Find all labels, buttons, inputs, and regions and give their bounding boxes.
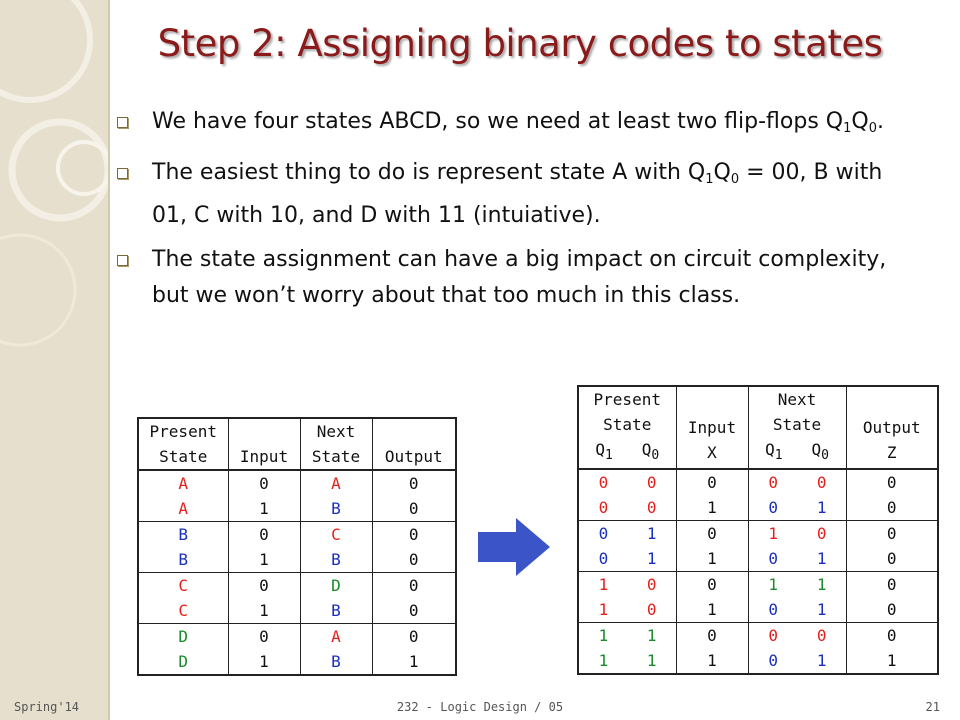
cell: 1 [578,623,628,649]
cell: 1 [748,572,798,598]
header-output-var: Z [886,443,897,462]
square-bullet-icon [117,168,128,179]
table-row [138,624,456,650]
q1-label: Q [595,440,605,459]
table-row [578,572,938,598]
cell: 1 [628,521,676,547]
footer-page-number: 21 [925,700,940,714]
header-input [676,386,748,469]
decorative-sidebar [0,0,108,720]
cell: 1 [798,648,846,674]
cell: 0 [228,573,300,599]
cell: 1 [372,649,456,675]
cell: B [300,598,372,624]
square-bullet-icon [117,255,128,266]
cell: 0 [846,597,938,623]
cell: 0 [748,623,798,649]
table-row [578,648,938,674]
cell: 0 [628,469,676,495]
bullet-text: The easiest thing to do is represent state A with Q [152,160,706,185]
cell: 0 [846,521,938,547]
cell: 0 [372,522,456,548]
cell: 0 [372,598,456,624]
cell: 1 [748,521,798,547]
bullet-item [112,155,912,234]
subscript: 0 [730,172,740,187]
cell: 1 [228,547,300,573]
cell: D [138,624,228,650]
bullet-text: = 00, B with 01, C with 10, and D with 11 (intuiative). [152,160,883,228]
bullet-item [112,242,912,314]
cell: 0 [228,470,300,496]
q0-label: Q [811,440,822,459]
table-row [138,522,456,548]
header-next-state [748,386,846,469]
cell: B [138,547,228,573]
cell: 0 [748,546,798,572]
header-input: Input [228,418,300,470]
header-q1 [595,440,613,463]
right-arrow-icon [478,518,550,576]
cell: 1 [798,546,846,572]
subscript: 1 [843,121,852,136]
cell: 0 [798,623,846,649]
header-present-state: Present State [138,418,228,470]
slide-title: Step 2: Assigning binary codes to states [157,22,883,65]
subscript: 0 [651,448,660,463]
cell: 0 [578,469,628,495]
cell: 1 [798,597,846,623]
header-input-var: X [707,443,717,462]
header-q0 [641,440,660,463]
cell: 0 [748,469,798,495]
cell: 0 [628,597,676,623]
bullet-item [112,104,912,147]
cell: 1 [228,649,300,675]
cell: 0 [372,496,456,522]
header-output-label: Output [862,418,921,437]
cell: 0 [748,648,798,674]
cell: 1 [676,495,748,521]
header-output: Output [372,418,456,470]
cell: 0 [372,624,456,650]
q0-label: Q [641,440,652,459]
header-output [846,386,938,469]
bullet-list [112,104,912,322]
cell: 0 [676,469,748,495]
cell: B [300,649,372,675]
cell: 1 [578,572,628,598]
cell: 1 [578,648,628,674]
header-present-state-label: Present State [593,390,661,434]
cell: 0 [846,546,938,572]
sidebar-divider [108,0,110,720]
table-row [138,470,456,496]
cell: 0 [676,521,748,547]
cell: 1 [628,623,676,649]
table-row [138,496,456,522]
header-q0 [811,440,829,463]
cell: 0 [676,623,748,649]
cell: 1 [676,597,748,623]
cell: 1 [676,546,748,572]
decorative-circles [0,0,108,720]
header-present-state [578,386,676,469]
cell: 0 [578,495,628,521]
cell: 1 [846,648,938,674]
bullet-text: . [877,109,884,134]
cell: C [138,598,228,624]
table-row [578,495,938,521]
state-table-symbolic [137,417,457,676]
cell: 0 [846,572,938,598]
cell: A [138,470,228,496]
table-row [138,547,456,573]
bullet-text: Q [851,109,869,134]
cell: 1 [228,598,300,624]
cell: B [300,547,372,573]
cell: 0 [676,572,748,598]
cell: 0 [228,522,300,548]
footer-left: Spring'14 [14,700,80,714]
table-row [138,598,456,624]
table-row [578,521,938,547]
cell: B [138,522,228,548]
table-row [578,623,938,649]
header-q1 [765,440,783,463]
table-row [578,469,938,495]
cell: A [300,624,372,650]
cell: 0 [846,469,938,495]
subscript: 0 [821,448,829,463]
cell: 0 [798,469,846,495]
q1-label: Q [765,440,775,459]
subscript: 1 [774,448,783,463]
cell: 1 [628,648,676,674]
header-next-state-label: Next State [772,390,822,434]
cell: 0 [628,572,676,598]
bullet-text: We have four states ABCD, so we need at least two flip-flops Q [152,109,844,134]
cell: 0 [228,624,300,650]
cell: C [300,522,372,548]
bullet-text: The state assignment can have a big impact on circuit complexity, but we won’t worry about that too much in this class. [152,247,887,308]
footer-center: 232 - Logic Design / 05 [396,700,564,714]
table-row [578,546,938,572]
cell: 0 [372,547,456,573]
cell: D [300,573,372,599]
table-row [138,649,456,675]
cell: A [300,470,372,496]
cell: 0 [846,495,938,521]
cell: 1 [798,495,846,521]
cell: 0 [748,495,798,521]
cell: C [138,573,228,599]
cell: 1 [798,572,846,598]
state-table-binary [577,385,939,675]
cell: 0 [748,597,798,623]
table-row [578,597,938,623]
bullet-text: Q [713,160,731,185]
subscript: 1 [604,448,613,463]
subscript: 1 [705,172,714,187]
cell: B [300,496,372,522]
cell: 1 [228,496,300,522]
cell: 1 [628,546,676,572]
cell: 1 [578,597,628,623]
cell: 0 [628,495,676,521]
cell: A [138,496,228,522]
cell: 0 [578,521,628,547]
cell: 0 [372,470,456,496]
cell: 0 [798,521,846,547]
cell: 0 [578,546,628,572]
subscript: 0 [868,121,877,136]
square-bullet-icon [117,117,128,128]
cell: D [138,649,228,675]
cell: 0 [372,573,456,599]
header-next-state: Next State [300,418,372,470]
cell: 1 [676,648,748,674]
table-row [138,573,456,599]
header-input-label: Input [687,418,737,437]
cell: 0 [846,623,938,649]
